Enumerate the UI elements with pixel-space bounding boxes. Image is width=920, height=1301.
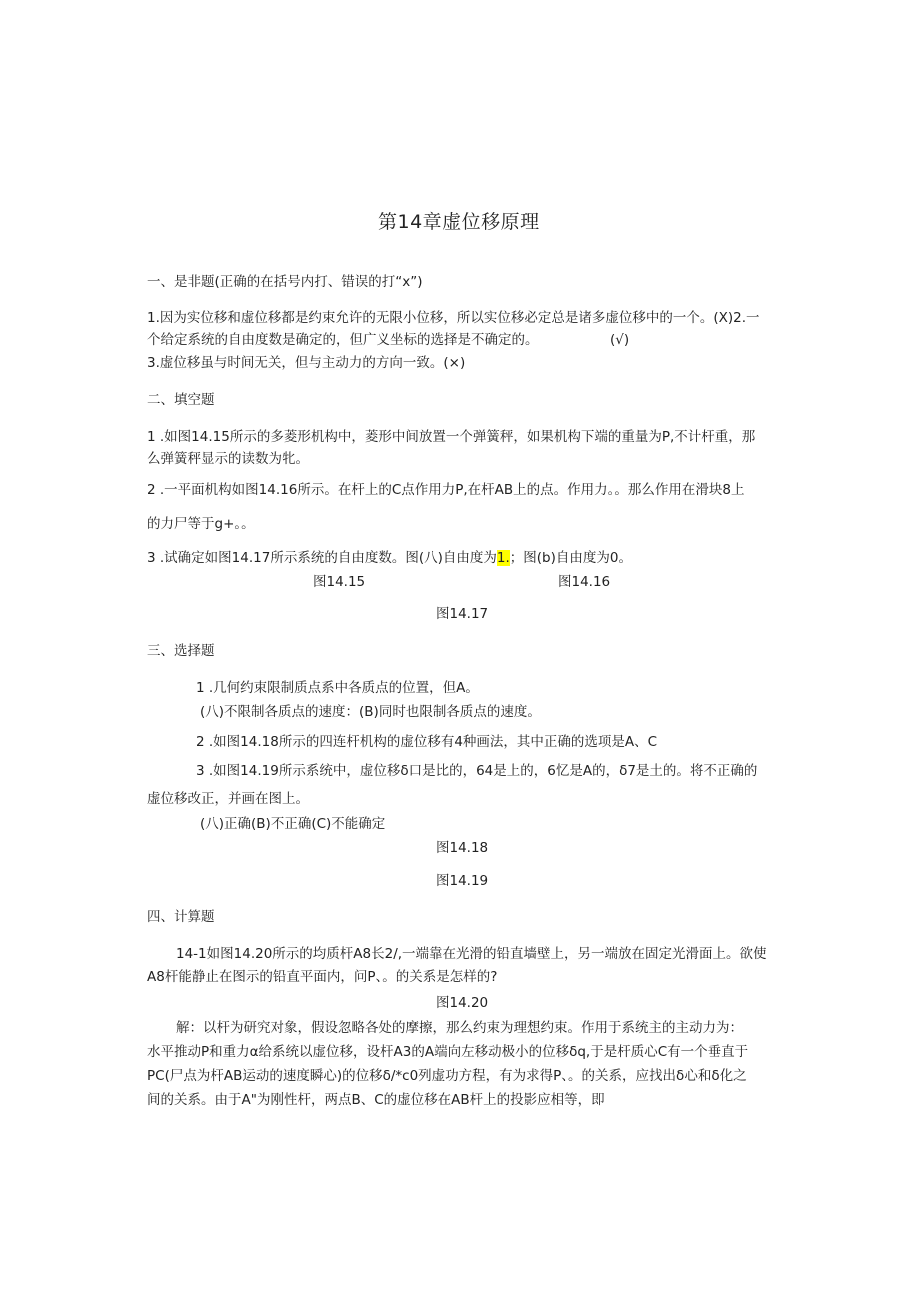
choice-q1-options: (八)不限制各质点的速度：(B)同时也限制各质点的速度。	[200, 704, 541, 720]
true-false-line-2: 个给定系统的自由度数是确定的，但广义坐标的选择是不确定的。	[147, 332, 539, 348]
figure-caption-14-15: 图14.15	[313, 574, 366, 590]
fill-blank-q2-line-1: 2 .一平面机构如图14.16所示。在杆上的C点作用力P,在杆AB上的点。作用力。。那么作用在滑块8上	[147, 482, 745, 498]
section-heading-choice: 三、选择题	[147, 643, 215, 659]
section-heading-true-false: 一、是非题(正确的在括号内打、错误的打“x”)	[147, 274, 423, 290]
true-false-line-2-answer: (√)	[610, 332, 630, 348]
choice-q3-line-2: 虚位移改正，并画在图上。	[147, 791, 309, 807]
highlighted-answer: 1.	[496, 550, 510, 566]
fill-blank-q2-line-2: 的力尸等于g+。。	[147, 516, 255, 532]
fill-blank-q3-tail: ；图(b)自由度为0。	[509, 550, 632, 566]
fill-blank-q3	[147, 548, 632, 568]
figure-caption-14-16: 图14.16	[558, 574, 611, 590]
figure-caption-14-18: 图14.18	[436, 840, 489, 856]
solution-line-4: 间的关系。由于A"为刚性杆，两点B、C的虚位移在AB杆上的投影应相等，即	[147, 1092, 605, 1108]
page-title: 第14章虚位移原理	[378, 211, 540, 233]
fill-blank-q1-line-2: 么弹簧秤显示的读数为牝。	[147, 451, 309, 467]
solution-line-3: PC(尸点为杆AB运动的速度瞬心)的位移δ/*c0列虚功方程，有为求得P、。的关系，应找出δ心和δ化之	[147, 1068, 747, 1084]
choice-q3-line-1: 3 .如图14.19所示系统中，虚位移δ口是比的，64是上的，6忆是A的，δ7是土的。将不正确的	[196, 763, 758, 779]
true-false-line-1: 1.因为实位移和虚位移都是约束允许的无限小位移，所以实位移必定总是诸多虚位移中的一个。(X)2.一	[147, 310, 760, 326]
fill-blank-q1-line-1: 1 .如图14.15所示的多菱形机构中，菱形中间放置一个弹簧秤，如果机构下端的重量为P,不计杆重，那	[147, 429, 756, 445]
fill-blank-q3-text: 3 .试确定如图14.17所示系统的自由度数。图(八)自由度为	[147, 550, 497, 566]
choice-q1: 1 .几何约束限制质点系中各质点的位置，但A。	[196, 680, 479, 696]
section-heading-calculation: 四、计算题	[147, 909, 215, 925]
solution-line-1: 解：以杆为研究对象，假设忽略各处的摩擦，那么约束为理想约束。作用于系统主的主动力为：	[176, 1020, 743, 1036]
figure-caption-14-17: 图14.17	[436, 606, 489, 622]
figure-caption-14-19: 图14.19	[436, 873, 489, 889]
calc-problem-line-2: A8杆能静止在图示的铅直平面内，问P、。的关系是怎样的?	[147, 969, 498, 985]
section-heading-fill-blank: 二、填空题	[147, 392, 215, 408]
solution-line-2: 水平推动P和重力α给系统以虚位移，设杆A3的A端向左移动极小的位移δq,于是杆质心C有一个垂直于	[147, 1044, 749, 1060]
figure-caption-14-20: 图14.20	[436, 995, 489, 1011]
choice-q2: 2 .如图14.18所示的四连杆机构的虚位移有4种画法，其中正确的选项是A、C	[196, 734, 658, 750]
calc-problem-line-1: 14-1如图14.20所示的均质杆A8长2/,一端靠在光滑的铅直墙壁上，另一端放在固定光滑面上。欲使	[176, 946, 767, 962]
choice-q3-options: (八)正确(B)不正确(C)不能确定	[200, 816, 386, 832]
true-false-line-3: 3.虚位移虽与时间无关，但与主动力的方向一致。(×)	[147, 355, 466, 371]
